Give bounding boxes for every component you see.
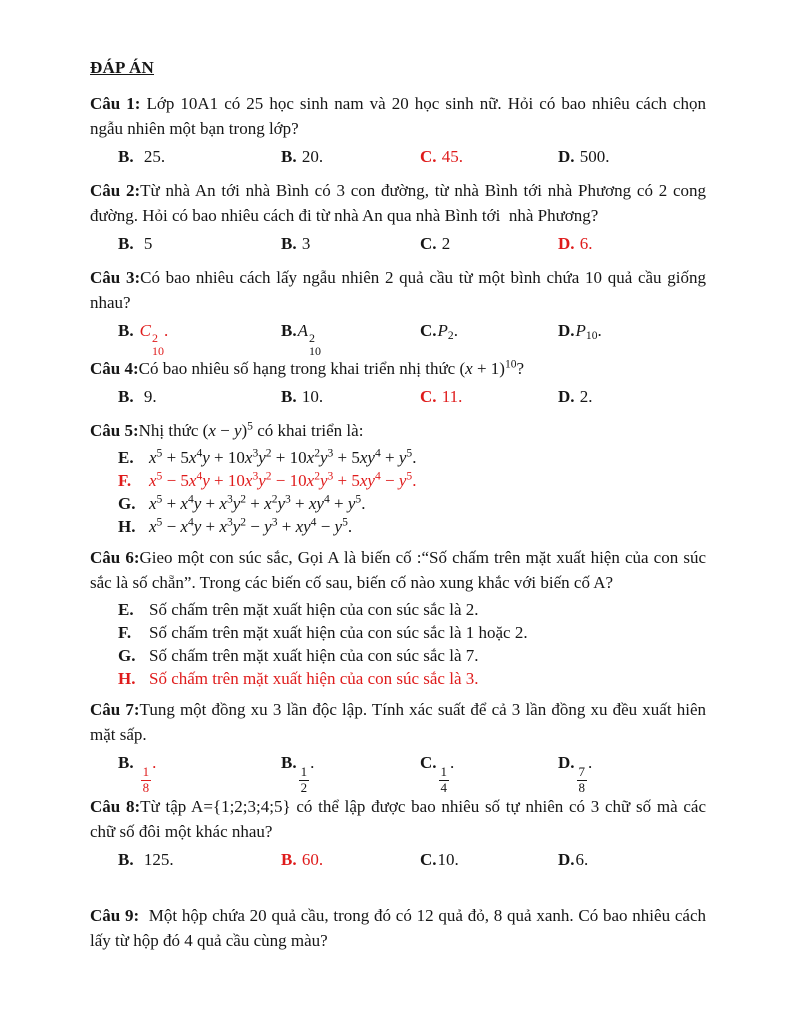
answer-choice (558, 318, 602, 343)
answer-letter: D. (558, 321, 575, 340)
option-letter: H. (118, 517, 136, 536)
answer-choice (281, 384, 323, 409)
answer-letter: D. (558, 850, 575, 869)
answer-letter: C. (420, 147, 437, 166)
answer-value (139, 321, 169, 358)
answer-value (576, 753, 593, 795)
answer-letter: C. (420, 387, 437, 406)
answer-value (438, 753, 455, 795)
answer-value: 45. (437, 147, 464, 166)
answer-letter: C. (420, 850, 437, 869)
question-paragraph (90, 418, 706, 443)
option-letter: F. (118, 471, 132, 490)
answer-value: 9. (139, 387, 157, 406)
answer-letter: B. (281, 321, 297, 340)
answer-choice (118, 384, 157, 409)
option-letter: E. (118, 448, 134, 467)
answer-choice (281, 847, 323, 872)
question-label: Câu 2: (90, 181, 141, 200)
question-text: Từ nhà An tới nhà Bình có 3 con đường, từ nhà Bình tới nhà Phương có 2 cong đường. Hỏi có bao nhiêu cách đi từ nhà An qua nhà Bình tới nhà Phương? (90, 181, 706, 225)
fraction-numerator: 7 (578, 763, 586, 779)
question-paragraph (90, 178, 706, 228)
subscript: 10 (585, 328, 598, 342)
options-list (118, 446, 706, 538)
answer-letter: B. (118, 234, 134, 253)
answer-choice (558, 231, 593, 256)
answer-value (140, 753, 157, 795)
question-block (90, 91, 706, 170)
answer-choice (118, 144, 165, 169)
subscript: 2 (447, 328, 454, 342)
option-letter: E. (118, 600, 134, 619)
answer-value: 6. (575, 850, 589, 869)
answer-value: 3 (297, 234, 311, 253)
answer-value (298, 753, 315, 795)
page-title: ĐÁP ÁN (90, 58, 155, 77)
superscript: 2 (308, 331, 315, 345)
option-letter: H. (118, 669, 136, 688)
fraction-numerator: 1 (440, 763, 448, 779)
answer-choice (420, 847, 459, 872)
question-block (90, 545, 706, 690)
question-paragraph (90, 91, 706, 141)
question-text: Nhị thức $(x - y)^5$ có khai triển là: (138, 419, 364, 440)
math-symbol: C (139, 321, 151, 340)
question-label: Câu 4: (90, 359, 139, 378)
superscript-subscript-stack (152, 332, 164, 357)
answer-choice (558, 144, 610, 169)
question-paragraph (90, 356, 706, 381)
answer-letter: C. (420, 753, 437, 772)
answer-value: 10. (437, 850, 459, 869)
answer-letter: D. (558, 234, 575, 253)
question-block (90, 178, 706, 257)
option-letter: G. (118, 646, 136, 665)
question-text: Từ tập A={1;2;3;4;5} có thể lập được bao nhiêu số tự nhiên có 3 chữ số mà các chữ số đôi một khác nhau? (90, 797, 706, 841)
fraction-denominator: 8 (578, 779, 586, 795)
answer-letter: B. (118, 387, 134, 406)
answer-value (438, 321, 458, 340)
answers-row (90, 318, 706, 358)
answer-choice (118, 231, 152, 256)
option-text: Số chấm trên mặt xuất hiện của con súc sắc là 1 hoặc 2. (149, 623, 528, 642)
answer-value: 11. (437, 387, 463, 406)
answer-choice (420, 231, 450, 256)
option-row (118, 598, 706, 621)
answer-letter: D. (558, 387, 575, 406)
option-text: Số chấm trên mặt xuất hiện của con súc sắc là 3. (149, 669, 479, 688)
answer-choice (281, 750, 314, 796)
question-text: Lớp 10A1 có 25 học sinh nam và 20 học sinh nữ. Hỏi có bao nhiêu cách chọn ngẫu nhiên một bạn trong lớp? (90, 94, 706, 138)
answer-value: 2. (575, 387, 593, 406)
answers-row (90, 847, 706, 873)
answer-choice (558, 750, 592, 796)
option-letter: F. (118, 623, 132, 642)
answer-period: . (453, 321, 458, 340)
subscript: 10 (308, 343, 321, 358)
fraction (439, 765, 450, 796)
answer-choice (281, 318, 321, 357)
option-text: Số chấm trên mặt xuất hiện của con súc sắc là 2. (149, 600, 479, 619)
question-label: Câu 8: (90, 797, 141, 816)
option-text: $x^5 + 5x^4y + 10x^3y^2 + 10x^2y^3 + 5xy^4 + y^5$. (149, 446, 417, 467)
option-row (118, 644, 706, 667)
question-paragraph (90, 697, 706, 747)
answer-letter: B. (281, 387, 297, 406)
answer-choice (281, 231, 310, 256)
answer-choice (558, 384, 593, 409)
answer-period: . (597, 321, 602, 340)
answers-row (90, 750, 706, 795)
option-row (118, 446, 706, 469)
question-text: Có bao nhiêu số hạng trong khai triển nhị thức $(x + 1)^{10}$? (138, 357, 525, 378)
answer-choice (420, 750, 454, 796)
question-paragraph (90, 794, 706, 844)
question-text: Gieo một con súc sắc, Gọi A là biến cố :“Số chấm trên mặt xuất hiện của con súc sắc là số chẵn”. Trong các biến cố sau, biến cố nào xung khắc với biến cố A? (90, 548, 706, 592)
question-block (90, 418, 706, 538)
answer-letter: B. (281, 234, 297, 253)
answer-period: . (163, 321, 169, 340)
fraction (141, 765, 152, 796)
question-block (90, 356, 706, 410)
answer-letter: B. (281, 147, 297, 166)
answer-value: 2 (437, 234, 451, 253)
option-row (118, 621, 706, 644)
fraction-denominator: 8 (142, 779, 150, 795)
superscript: 2 (151, 331, 158, 345)
answer-choice (118, 750, 156, 796)
option-text: $x^5 - x^4y + x^3y^2 - y^3 + xy^4 - y^5$. (149, 515, 353, 536)
fraction-numerator: 1 (300, 763, 308, 779)
answer-letter: B. (118, 850, 134, 869)
option-row (118, 667, 706, 690)
option-letter: G. (118, 494, 136, 513)
option-row (118, 469, 706, 492)
answer-value: 6. (575, 234, 593, 253)
question-label: Câu 5: (90, 421, 139, 440)
option-text: $x^5 + x^4y + x^3y^2 + x^2y^3 + xy^4 + y^5$. (149, 492, 366, 513)
question-label: Câu 3: (90, 268, 141, 287)
answer-letter: B. (118, 753, 134, 772)
fraction (577, 765, 588, 796)
answer-value: 10. (297, 387, 324, 406)
answer-period: . (152, 753, 157, 772)
answer-value: 25. (139, 147, 166, 166)
answer-value (576, 321, 602, 340)
superscript-subscript-stack (309, 332, 321, 357)
math-symbol: P (437, 321, 448, 340)
answers-row (90, 384, 706, 410)
answer-choice (420, 384, 462, 409)
answer-value: 500. (575, 147, 610, 166)
question-text: Tung một đồng xu 3 lần độc lập. Tính xác suất để cả 3 lần đồng xu đều xuất hiên mặt sấp. (90, 700, 706, 744)
math-symbol: P (575, 321, 586, 340)
question-block (90, 794, 706, 873)
question-text: Một hộp chứa 20 quả cầu, trong đó có 12 quả đỏ, 8 quả xanh. Có bao nhiêu cách lấy từ hộp đó 4 quả cầu cùng màu? (90, 906, 706, 950)
question-label: Câu 6: (90, 548, 140, 567)
answer-value: 60. (297, 850, 324, 869)
answer-choice (118, 318, 168, 357)
answer-letter: D. (558, 147, 575, 166)
answer-letter: C. (420, 234, 437, 253)
math-symbol: A (297, 321, 308, 340)
question-block (90, 697, 706, 795)
answer-letter: B. (118, 321, 134, 340)
answer-letter: D. (558, 753, 575, 772)
subscript: 10 (151, 343, 164, 358)
answer-choice (420, 318, 458, 343)
option-text: Số chấm trên mặt xuất hiện của con súc sắc là 7. (149, 646, 479, 665)
options-list (118, 598, 706, 690)
question-paragraph (90, 903, 706, 953)
answer-choice (281, 144, 323, 169)
option-row (118, 515, 706, 538)
answer-letter: B. (281, 753, 297, 772)
answer-letter: B. (281, 850, 297, 869)
answer-value (297, 321, 321, 358)
option-row (118, 492, 706, 515)
question-label: Câu 7: (90, 700, 140, 719)
question-paragraph (90, 265, 706, 315)
answer-value: 20. (297, 147, 324, 166)
answer-letter: C. (420, 321, 437, 340)
question-block (90, 265, 706, 358)
answer-choice (420, 144, 463, 169)
fraction-denominator: 2 (300, 779, 308, 795)
fraction-denominator: 4 (440, 779, 448, 795)
fraction (299, 765, 310, 796)
question-block (90, 903, 706, 953)
answers-row (90, 144, 706, 170)
option-text: $x^5 - 5x^4y + 10x^3y^2 - 10x^2y^3 + 5xy^4 - y^5$. (149, 469, 417, 490)
answer-choice (118, 847, 174, 872)
answer-period: . (588, 753, 593, 772)
answers-row (90, 231, 706, 257)
questions-container (90, 91, 706, 953)
fraction-numerator: 1 (142, 763, 150, 779)
answer-period: . (450, 753, 455, 772)
question-paragraph (90, 545, 706, 595)
answer-value: 125. (139, 850, 174, 869)
question-label: Câu 9: (90, 906, 140, 925)
answer-choice (558, 847, 588, 872)
answer-letter: B. (118, 147, 134, 166)
question-text: Có bao nhiêu cách lấy ngẫu nhiên 2 quả cầu từ một bình chứa 10 quả cầu giống nhau? (90, 268, 706, 312)
answer-value: 5 (139, 234, 153, 253)
answer-period: . (310, 753, 315, 772)
question-label: Câu 1: (90, 94, 141, 113)
